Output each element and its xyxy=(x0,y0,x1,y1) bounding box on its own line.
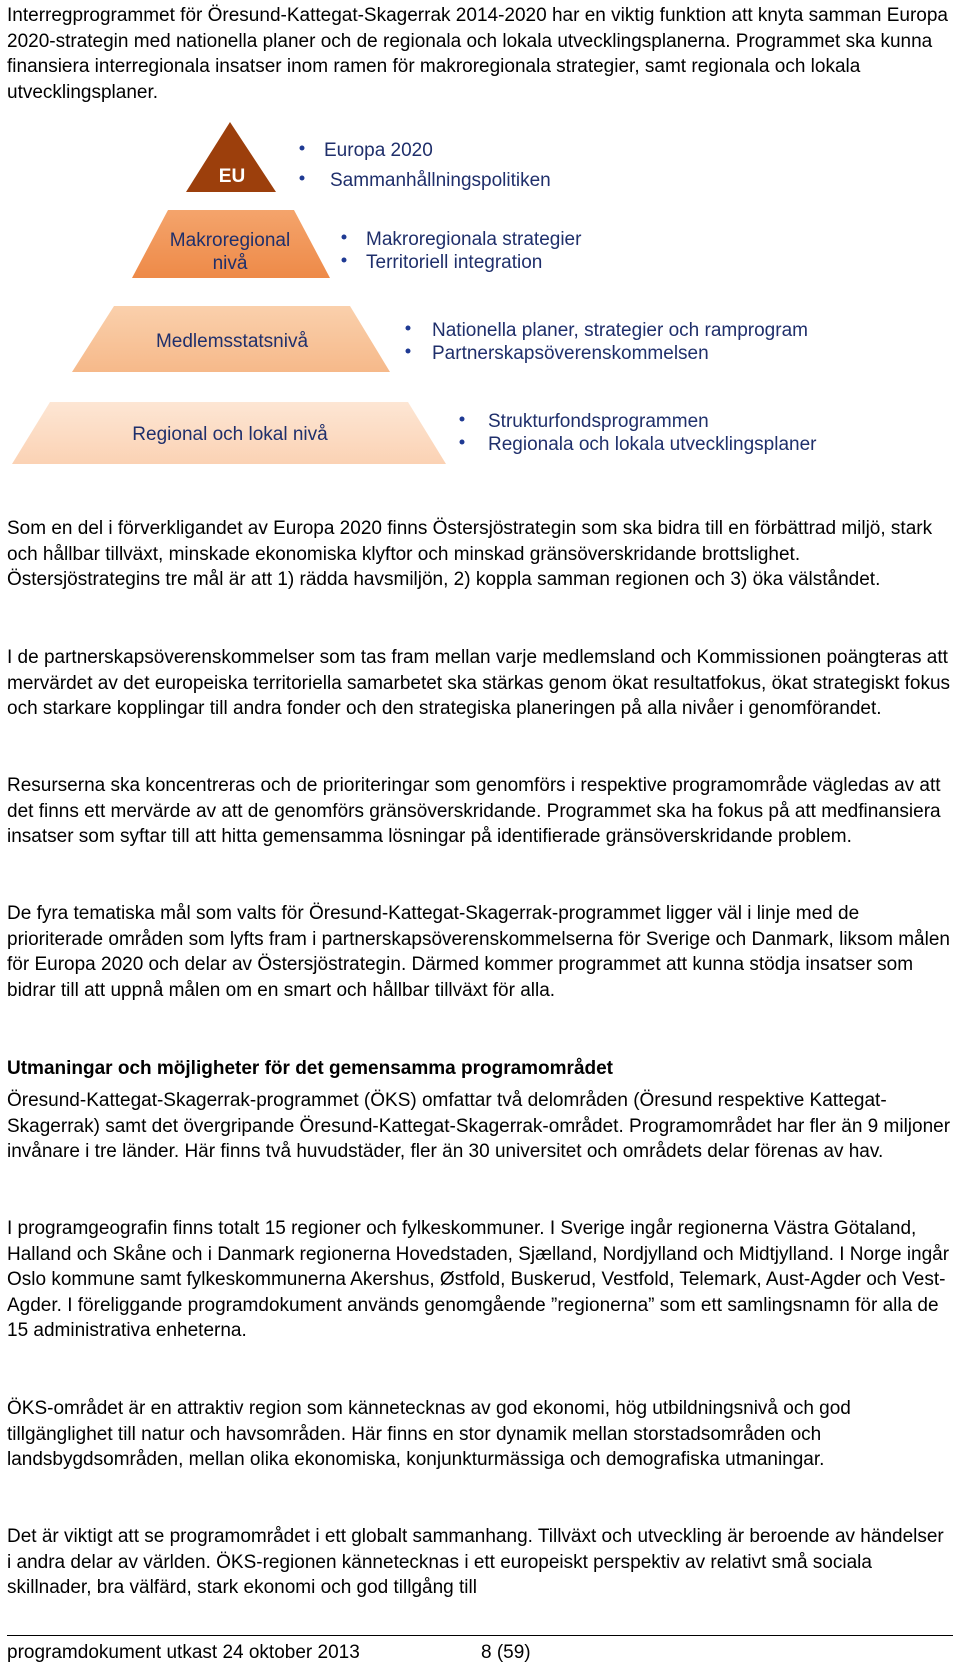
governance-pyramid-diagram xyxy=(0,120,960,500)
paragraph-attraktiv-region: ÖKS-området är en attraktiv region som kännetecknas av god ekonomi, hög utbildningsnivå och god tillgänglighet till natur och havsområden. Här finns en stor dynamik mellan storstadsområden och landsbygdsområden, mellan olika ekonomiska, konjunkturmässiga och demografiska utmaningar. xyxy=(7,1398,851,1471)
bullet-dot xyxy=(300,146,305,151)
paragraph-resurserna: Resurserna ska koncentreras och de prioriteringar som genomförs i respektive programområde vägledas av att det finns ett mervärde av att de genomförs gränsöverskridande. Programmet ska ha fokus på att medfinansiera insatser som syftar till att hitta gemensamma lösningar på identifierade gränsöverskridande problem. xyxy=(7,775,941,848)
pyramid-label-makroregional-line2: nivå xyxy=(212,253,248,274)
bullet-dot xyxy=(460,417,465,422)
pyramid-label-medlemsstat: Medlemsstatsnivå xyxy=(155,331,309,352)
bullet-dot xyxy=(460,440,465,445)
paragraph-intro: Interregprogrammet för Öresund-Kattegat-Skagerrak 2014-2020 har en viktig funktion att knyta samman Europa 2020-strategin med nationella planer och de regionala och lokala utvecklingsplanerna. Programmet ska kunna finansiera interregionala insatser inom ramen för makroregionala strategier, samt regionala och lokala utvecklingsplaner. xyxy=(7,5,948,103)
section-heading: Utmaningar och möjligheter för det gemensamma programområdet xyxy=(7,1058,614,1079)
footer-page-number: 8 (59) xyxy=(481,1642,531,1663)
bullet-territoriell-integration: Territoriell integration xyxy=(366,252,543,273)
bullet-dot xyxy=(342,258,347,263)
paragraph-oks-omrade: Öresund-Kattegat-Skagerrak-programmet (ÖKS) omfattar två delområden (Öresund respektive Kattegat-Skagerrak) samt det övergripande Öresund-Kattegat-Skagerrak-området. Programområdet har fler än 9 miljoner invånare i tre länder. Här finns två huvudstäder, fler än 30 universitet och områdets delar förenas av hav. xyxy=(7,1090,951,1163)
bullet-dot xyxy=(300,176,305,181)
pyramid-label-makroregional-line1: Makroregional xyxy=(169,230,291,251)
pyramid-label-eu: EU xyxy=(218,166,246,187)
paragraph-ostersjostrategin: Som en del i förverkligandet av Europa 2020 finns Östersjöstrategin som ska bidra till en förbättrad miljö, stark och hållbar tillväxt, minskade ekonomiska klyftor och minskad gränsöverskridande brottslighet. Östersjöstrategins tre mål är att 1) rädda havsmiljön, 2) koppla samman regionen och 3) öka välståndet. xyxy=(7,518,933,591)
bullet-dot xyxy=(406,349,411,354)
bullet-sammanhallningspolitiken: Sammanhållningspolitiken xyxy=(330,170,551,191)
footer-divider xyxy=(7,1635,953,1636)
bullet-strukturfondsprogrammen: Strukturfondsprogrammen xyxy=(488,411,709,432)
footer-document-label: programdokument utkast 24 oktober 2013 xyxy=(7,1642,360,1663)
bullet-europa-2020: Europa 2020 xyxy=(324,140,433,161)
bullet-nationella-planer: Nationella planer, strategier och ramprogram xyxy=(432,320,808,341)
paragraph-programgeografi: I programgeografin finns totalt 15 regioner och fylkeskommuner. I Sverige ingår regionerna Västra Götaland, Halland och Skåne och i Danmark regionerna Hovedstaden, Sjælland, Nordjylland och Midtjylland. I Norge ingår Oslo kommune samt fylkeskommunerna Akershus, Østfold, Buskerud, Vestfold, Telemark, Aust-Agder och Vest-Agder. I föreliggande programdokument används genomgående ”regionerna” som ett samlingsnamn för alla de 15 administrativa enheterna. xyxy=(7,1218,950,1342)
paragraph-globalt-sammanhang: Det är viktigt att se programområdet i ett globalt sammanhang. Tillväxt och utveckling är beroende av händelser i andra delar av världen. ÖKS-regionen kännetecknas i ett europeiskt perspektiv av relativt små sociala skillnader, bra välfärd, stark ekonomi och god tillgång till xyxy=(7,1526,944,1599)
bullet-makroregionala-strategier: Makroregionala strategier xyxy=(366,229,582,250)
bullet-dot xyxy=(342,235,347,240)
bullet-regionala-lokala-utvecklingsplaner: Regionala och lokala utvecklingsplaner xyxy=(488,434,817,455)
paragraph-partnerskap: I de partnerskapsöverenskommelser som tas fram mellan varje medlemsland och Kommissionen poängteras att mervärdet av det europeiska territoriella samarbetet ska stärkas genom ökat resultatfokus, ökat strategiskt fokus och starkare kopplingar till andra fonder och den strategiska planeringen på alla nivåer i genomförandet. xyxy=(7,647,951,720)
bullet-dot xyxy=(406,326,411,331)
pyramid-label-regional: Regional och lokal nivå xyxy=(132,424,328,445)
bullet-partnerskapsoverenskommelsen: Partnerskapsöverenskommelsen xyxy=(432,343,709,364)
paragraph-tematiska-mal: De fyra tematiska mål som valts för Öresund-Kattegat-Skagerrak-programmet ligger väl i linje med de prioriterade områden som lyfts fram i partnerskapsöverenskommelserna för Sverige och Danmark, liksom målen för Europa 2020 och delar av Östersjöstrategin. Därmed kommer programmet att kunna stödja insatser som bidrar till att uppnå målen om en smart och hållbar tillväxt för alla. xyxy=(7,903,950,1001)
